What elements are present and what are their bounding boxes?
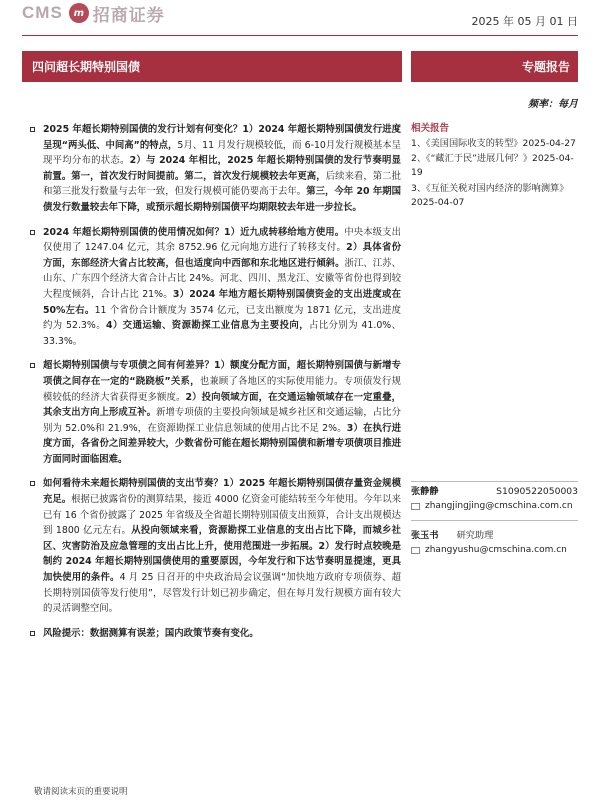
logo xyxy=(22,2,165,24)
sidebar xyxy=(411,120,578,211)
bullet-square-icon xyxy=(30,631,35,636)
sidebar-divider xyxy=(411,520,578,521)
analyst-name: 张玉书 xyxy=(411,530,439,541)
body-text: 11 个省份合计额度为 3574 亿元，已支出额度为 1871 亿元，支出进度约为 52.3%。 xyxy=(43,304,401,332)
body-text: 占比分别为 41.0%、33.3%。 xyxy=(43,320,402,347)
analyst-name: 张静静 xyxy=(411,486,439,497)
analyst-role: 研究助理 xyxy=(456,530,494,541)
title-bar xyxy=(22,51,402,82)
bullet-square-icon xyxy=(30,363,35,368)
bullet-square-icon xyxy=(30,481,35,486)
email-icon xyxy=(411,547,420,554)
header-divider xyxy=(22,35,578,36)
body-text: 新增专项债的主要投向领域是城乡社区和交通运输，占比分别为 52.0%和 21.9%，在资源勘探工业信息领域的使用占比不足 2%。 xyxy=(43,407,401,434)
category-bar xyxy=(411,51,578,82)
footer-disclaimer: 敬请阅读末页的重要说明 xyxy=(34,787,128,797)
logo-cn-text: 招商证券 xyxy=(92,5,165,26)
bold-text: 从投向领域来看，资源勘探工业信息的支出占比下降，而城乡社区、灾害防治及应急管理的支出占比上升，使用范围进一步拓展。2）发行时点较晚是制约 2024 年超长期特别国债使用的重要原因，今年发行和下达节奏明显提速，更具加快使用的条件。 xyxy=(43,525,401,584)
analyst-email[interactable]: zhangjingjing@cmschina.com.cn xyxy=(425,501,573,511)
related-report-link[interactable]: 1、《美国国际收支的转型》2025-04-27 xyxy=(411,138,576,149)
bold-text: 第三，今年 20 年期国债发行数量较去年下降，或预示超长期特别国债平均期限较去年进一步拉长。 xyxy=(43,186,401,213)
analyst-email[interactable]: zhangyushu@cmschina.com.cn xyxy=(425,545,567,555)
summary-bullet xyxy=(28,476,401,616)
related-report-link[interactable]: 3、《互征关税对国内经济的影响测算》2025-04-07 xyxy=(411,182,569,208)
summary-bullet xyxy=(28,626,401,642)
bold-text: 3）在执行进度方面，各省份之间差异较大，少数省份可能在超长期特别国债和新增专项债项目推进方面同时面临困难。 xyxy=(43,422,401,465)
bold-text: 2）投向领域方面，在交通运输领域存在一定重叠，其余支出方向上形成互补。 xyxy=(43,391,401,419)
summary-bullet xyxy=(28,358,401,467)
email-icon xyxy=(411,503,420,510)
summary-bullet xyxy=(28,225,401,350)
bold-text: 4）交通运输、资源勘探工业信息为主要投向， xyxy=(106,320,310,332)
bullet-square-icon xyxy=(30,127,35,132)
bold-text: 如何看待未来超长期特别国债的支出节奏？1）2025 年超长期特别国债存量资金规模充足。 xyxy=(43,478,401,506)
analyst-license: S1090522050003 xyxy=(496,486,578,497)
body-text: 也兼顾了各地区的实际使用能力。专项债发行规模较低的经济大省获得更多额度。 xyxy=(43,375,401,403)
body-text: 根据已披露省份的测算结果，接近 4000 亿资金可能结转至今年使用。今年以来已有 16 个省份披露了 2025 年省级及全省超长期特别国债支出预算，合计支出规模达到 1800 亿元左右。 xyxy=(43,494,401,537)
related-report-link[interactable]: 2、《“藏汇于民”进展几何？》2025-04-19 xyxy=(411,153,574,179)
bold-text: 2）具体省份方面，东部经济大省占比较高，但也适度向中西部和东北地区进行倾斜。 xyxy=(43,242,401,269)
report-category: 专题报告 xyxy=(521,60,570,74)
body-text: 5月、11 月发行规模较低，而 6-10月发行规模基本呈现平均分布的状态。 xyxy=(43,139,401,167)
body-text: 浙江、江苏、山东、广东四个经济大省合计占比 24%。河北、四川、黑龙江、安徽等省份也得到较大程度倾斜，合计占比 21%。 xyxy=(43,257,401,300)
logo-badge-icon: m xyxy=(69,3,89,23)
logo-cms-text: CMS xyxy=(22,3,63,22)
related-reports-heading: 相关报告 xyxy=(411,123,450,134)
analyst-block xyxy=(411,484,578,514)
bold-text: 2）与 2024 年相比，2025 年超长期特别国债的发行节奏明显前置。第一，首次发行时间提前。第二，首次发行规模较去年更高， xyxy=(43,155,401,182)
bold-text: 3）2024 年地方超长期特别国债资金的支出进度或在 50%左右。 xyxy=(43,288,401,316)
bold-text: 2025 年超长期特别国债的发行计划有何变化？1）2024 年超长期特别国债发行进度呈现“两头低、中间高”的特点， xyxy=(43,124,401,151)
body-text: 中央本级支出仅使用了 1247.04 亿元，其余 8752.96 亿元向地方进行了转移支付。 xyxy=(43,226,401,254)
main-content xyxy=(28,122,401,650)
report-date: 2025 年 05 月 01 日 xyxy=(471,15,578,28)
bold-text: 风险提示：数据测算有误差；国内政策节奏有变化。 xyxy=(43,627,259,639)
frequency-label: 频率：每月 xyxy=(528,99,578,110)
sidebar-divider xyxy=(411,481,578,482)
analyst-block xyxy=(411,528,578,558)
bullet-square-icon xyxy=(30,230,35,235)
body-text: 4 月 25 日召开的中央政治局会议强调“加快地方政府专项债券、超长期特别国债等发行使用”，尽管发行计划已初步确定，但在每月发行规模方面有较大的灵活调整空间。 xyxy=(43,572,401,615)
body-text: 后续来看，第二批和第三批发行数量与去年一致，但发行规模可能仍要高于去年。 xyxy=(43,170,401,198)
summary-bullet xyxy=(28,122,401,216)
bold-text: 2024 年超长期特别国债的使用情况如何？1）近九成转移给地方使用。 xyxy=(43,226,345,238)
bold-text: 超长期特别国债与专项债之间有何差异？1）额度分配方面，超长期特别国债与新增专项债之间存在一定的“跷跷板”关系， xyxy=(43,360,401,387)
report-title: 四问超长期特别国债 xyxy=(32,60,141,74)
